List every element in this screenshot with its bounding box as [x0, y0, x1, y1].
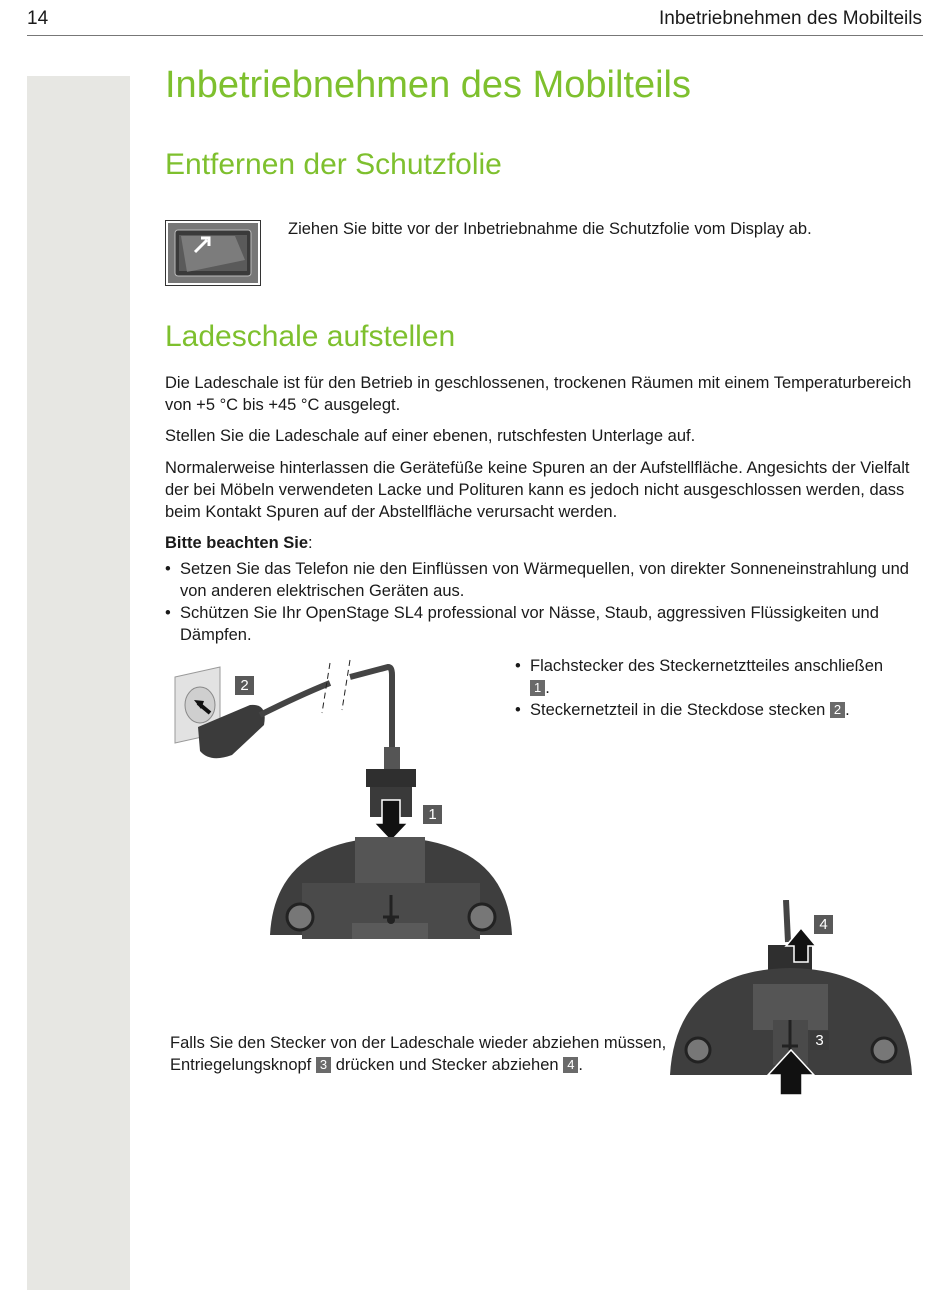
list-item: • Setzen Sie das Telefon nie den Einflüssen von Wärmequellen, von direkter Sonneneinstrahlung und von anderen elektrischen Geräten aus. [165, 558, 925, 602]
charger-connection-illustration [170, 655, 515, 955]
unplug-end: . [578, 1056, 584, 1074]
section-heading-ladeschale: Ladeschale aufstellen [165, 320, 456, 353]
section-heading-schutzfolie: Entfernen der Schutzfolie [165, 148, 502, 181]
note-colon: : [308, 534, 313, 552]
note-heading [165, 532, 925, 554]
step-end: . [845, 701, 850, 719]
callout-1: 1 [423, 805, 442, 824]
step-number-badge: 2 [830, 702, 845, 718]
setup-steps [515, 655, 895, 721]
step-number-badge: 1 [530, 680, 545, 696]
display-film-illustration [165, 220, 261, 286]
running-header-title: Inbetriebnehmen des Mobilteils [659, 8, 922, 29]
unplug-illustration [668, 900, 918, 1095]
callout-3: 3 [810, 1031, 829, 1050]
schutzfolie-text: Ziehen Sie bitte vor der Inbetriebnahme die Schutzfolie vom Display ab. [288, 220, 812, 238]
header-divider [27, 35, 923, 36]
unplug-text-1: Falls Sie den Stecker von der Ladeschale wieder abziehen müssen, Entriegelungsknopf [170, 1034, 667, 1074]
margin-sidebar [27, 76, 130, 1290]
unplug-text-2: drücken und Stecker abziehen [335, 1056, 559, 1074]
paragraph-surface: Stellen Sie die Ladeschale auf einer ebenen, rutschfesten Unterlage auf. [165, 427, 696, 445]
paragraph-marks: Normalerweise hinterlassen die Gerätefüße keine Spuren an der Aufstellfläche. Angesichts der Vielfalt der bei Möbeln verwendeten Lacke und Polituren kann es jedoch nicht ausgeschlossen werden, dass beim Kontakt Spuren auf der Abstellfläche verursacht werden. [165, 459, 910, 521]
note-list [165, 558, 925, 646]
number-badge: 3 [316, 1057, 331, 1073]
number-badge: 4 [563, 1057, 578, 1073]
step-text: Steckernetzteil in die Steckdose stecken [530, 701, 826, 719]
list-item [515, 655, 895, 699]
callout-4: 4 [814, 915, 833, 934]
list-item [515, 699, 895, 721]
page-number: 14 [27, 8, 49, 29]
page-title: Inbetriebnehmen des Mobilteils [165, 64, 691, 106]
note-label: Bitte beachten Sie [165, 534, 309, 552]
step-end: . [545, 679, 550, 697]
unplug-instructions [170, 1032, 670, 1076]
step-text: Flachstecker des Steckernetztteiles anschließen [530, 657, 884, 675]
callout-2: 2 [235, 676, 254, 695]
list-item: • Schützen Sie Ihr OpenStage SL4 professional vor Nässe, Staub, aggressiven Flüssigkeiten und Dämpfen. [165, 602, 925, 646]
paragraph-temperature: Die Ladeschale ist für den Betrieb in geschlossenen, trockenen Räumen mit einem Temperaturbereich von +5 °C bis +45 °C ausgelegt. [165, 374, 912, 414]
